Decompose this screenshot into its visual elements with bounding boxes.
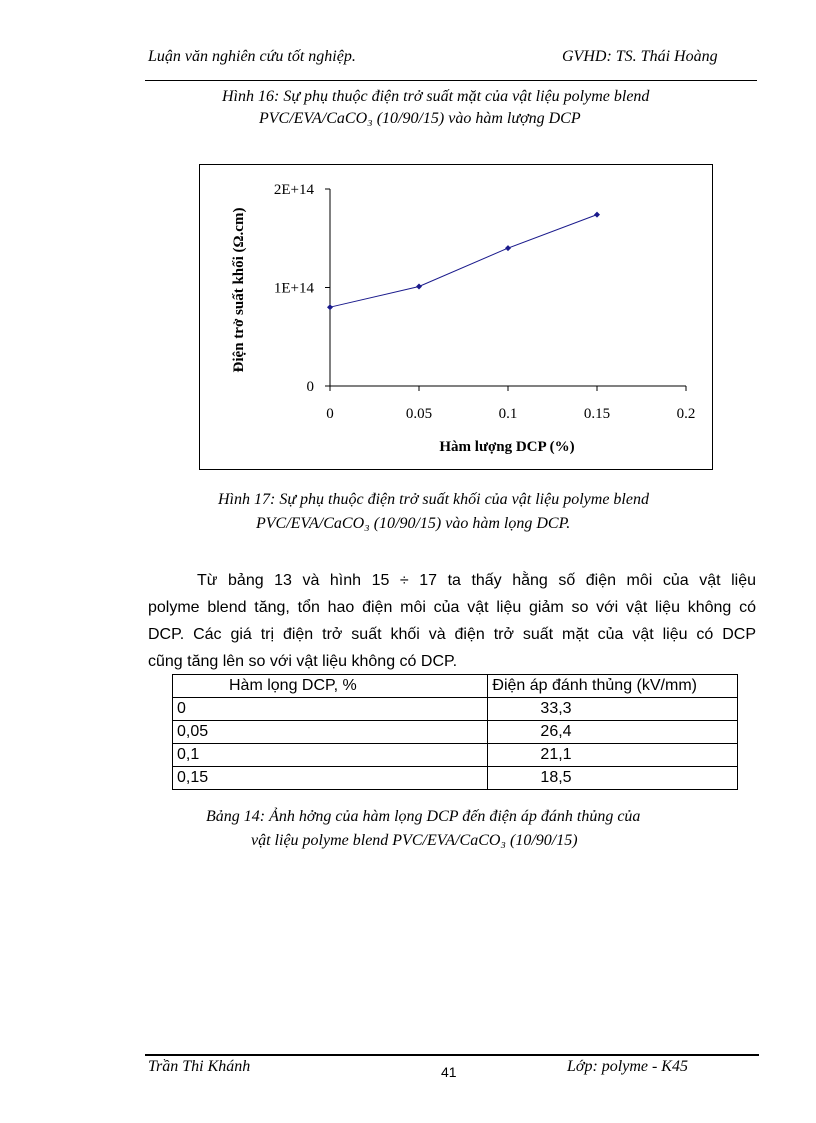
table-caption-line2: vật liệu polyme blend PVC/EVA/CaCO₃ (10/90/15) — [251, 832, 578, 849]
x-tick-label: 0.2 — [676, 406, 696, 422]
x-tick-label: 0 — [326, 406, 334, 422]
x-tick-label: 0.1 — [498, 406, 518, 422]
table-row — [173, 698, 738, 721]
figure16-caption-line2: PVC/EVA/CaCO₃ (10/90/15) vào hàm lượng DCP — [259, 110, 581, 127]
footer-rule — [145, 1054, 759, 1056]
y-tick-label: 2E+14 — [273, 182, 314, 198]
header-thesis-title: Luận văn nghiên cứu tốt nghiệp. — [148, 48, 356, 65]
data-point — [327, 304, 333, 310]
table-row — [173, 721, 738, 744]
x-tick-label: 0.15 — [583, 406, 611, 422]
table-cell-dcp: 0,15 — [173, 767, 488, 790]
y-tick-label: 1E+14 — [273, 280, 314, 297]
footer-class: Lớp: polyme - K45 — [567, 1058, 688, 1075]
series-line — [330, 215, 597, 308]
table-caption-line1: Bảng 14: Ảnh hởng của hàm lọng DCP đến điện áp đánh thủng của — [206, 808, 641, 825]
table-header-cell: Điện áp đánh thủng (kV/mm) — [488, 675, 738, 698]
table-cell-dcp: 0,1 — [173, 744, 488, 767]
y-axis-label: Điện trở suất khối (Ω.cm) — [231, 207, 247, 373]
data-point — [505, 245, 511, 251]
data-point — [416, 284, 422, 290]
x-axis-label: Hàm lượng DCP (%) — [439, 439, 575, 455]
figure17-caption-line2: PVC/EVA/CaCO₃ (10/90/15) vào hàm lọng DCP. — [256, 515, 571, 532]
table-cell-voltage: 26,4 — [488, 721, 738, 744]
table-header-row — [173, 675, 738, 698]
table-cell-voltage: 21,1 — [488, 744, 738, 767]
header-advisor: GVHD: TS. Thái Hoàng — [562, 48, 718, 65]
body-paragraph-line2: polyme blend tăng, tổn hao điện môi của vật liệu giảm so với vật liệu không có — [148, 599, 756, 616]
figure16-caption-line1: Hình 16: Sự phụ thuộc điện trở suất mặt của vật liệu polyme blend — [222, 88, 650, 105]
table-header-cell: Hàm lọng DCP, % — [173, 675, 488, 698]
table-row — [173, 744, 738, 767]
table-row — [173, 767, 738, 790]
body-paragraph-line4: cũng tăng lên so với vật liệu không có DCP. — [148, 653, 458, 670]
body-paragraph-line3: DCP. Các giá trị điện trở suất khối và điện trở suất mặt của vật liệu có DCP — [148, 626, 756, 643]
x-tick-label: 0.05 — [405, 406, 433, 422]
page-number: 41 — [441, 1064, 457, 1080]
data-point — [594, 212, 600, 218]
table-cell-voltage: 33,3 — [488, 698, 738, 721]
table-cell-dcp: 0 — [173, 698, 488, 721]
table-cell-dcp: 0,05 — [173, 721, 488, 744]
table-cell-voltage: 18,5 — [488, 767, 738, 790]
breakdown-voltage-table — [172, 674, 738, 790]
body-paragraph-line1: Từ bảng 13 và hình 15 ÷ 17 ta thấy hằng số điện môi của vật liệu — [197, 572, 756, 589]
y-tick-label: 0 — [306, 379, 314, 395]
figure17-caption-line1: Hình 17: Sự phụ thuộc điện trở suất khối của vật liệu polyme blend — [218, 491, 649, 508]
footer-author: Trần Thi Khánh — [148, 1058, 251, 1075]
